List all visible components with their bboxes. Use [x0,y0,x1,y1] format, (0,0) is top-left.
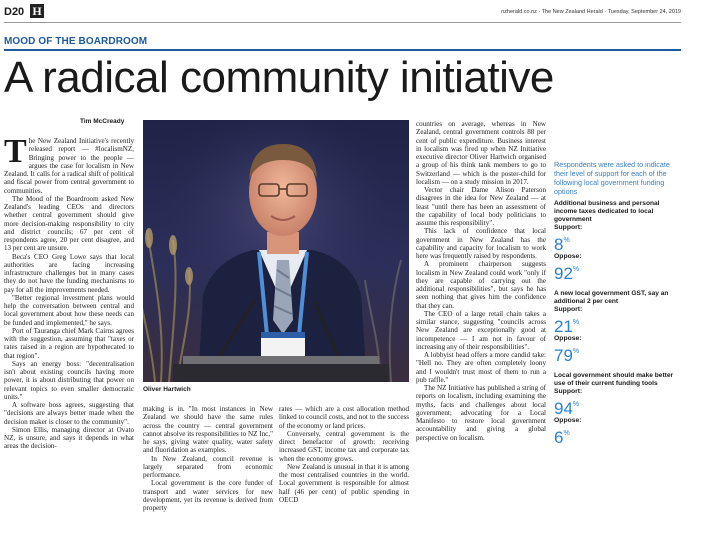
paragraph: A lobbyist head offers a more candid take: "Hell no. They are often completely loony and I wouldn't trust most of them to run a pub raffle." [416,351,546,384]
byline: Tim McCready [80,118,125,125]
oppose-label: Oppose: [554,335,582,342]
dateline: nzherald.co.nz · The New Zealand Herald · Tuesday, September 24, 2019 [501,9,681,15]
support-label: Support: [554,306,583,313]
paragraph: Simon Ellis, managing director at Ovato NZ, is unsure, and says it depends in what areas the decision- [4,425,134,451]
header-divider [4,22,681,23]
support-value: 8% [554,235,570,254]
headline: A radical community initiative [4,53,554,102]
drop-cap: T [4,133,27,170]
oppose-value: 79% [554,346,580,365]
support-label: Support: [554,224,583,231]
paragraph: rates — which are a cost allocation method linked to council costs, and not to the success of the economy or land prices. [279,405,409,430]
question-title: Local government should make better use of their current funding tools [554,372,674,387]
article-column-1 [4,133,134,451]
paragraph: The NZ Initiative has published a string of reports on localism, including examining the myths, facts and challenges about local government; advocating for a Local Manifesto to restore local government accountability and giving a global perspective on localism. [416,384,546,442]
article-column-4 [416,120,546,442]
article-column-2 [143,405,273,512]
support-label: Support: [554,388,583,395]
herald-logo: H [30,4,44,18]
paragraph: The CEO of a large retail chain takes a similar stance, suggesting "councils across New Zealand are exceptionally good at incompetence — I am not in favour of increasing any of their responsibilities". [416,309,546,351]
paragraph: A software boss agrees, suggesting that "decisions are always better made when the decision maker is closer to the community". [4,401,134,426]
sidebar-intro: Respondents were asked to indicate their level of support for each of the following local government funding options [554,160,670,196]
paragraph: Port of Tauranga chief Mark Cairns agrees with the suggestion, assuming that "taxes or rates raised in a region are hypothecated to that region". [4,326,134,360]
question-title: A new local government GST, say an additional 2 per cent [554,290,669,305]
paragraph: Conversely, central government is the direct benefactor of growth: receiving increased GST, income tax and corporate tax when the economy grows. [279,429,409,463]
survey-sidebar [554,160,681,446]
page-number: D20 [4,6,25,18]
article-column-3 [279,405,409,504]
oppose-label: Oppose: [554,253,582,260]
paragraph: Local government is the core funder of transport and water services for new development, yet its revenue is derived from property [143,479,273,512]
paragraph: This lack of confidence that local government in New Zealand has the capability and capacity for localism to work here was frequently raised by respondents. [416,227,546,260]
photo-caption: Oliver Hartwich [143,386,191,393]
oppose-label: Oppose: [554,417,582,424]
paragraph: "Better regional investment plans would help the conversation between central and local government about how these needs can be funded and implemented," he says. [4,293,134,327]
support-value: 21% [554,317,580,336]
paragraph: New Zealand is unusual in that it is among the most centralised countries in the world. Local government is responsible for almost half (46 per cent) of public spending in OECD [279,462,409,504]
paragraph: The Mood of the Boardroom asked New Zealand's leading CEOs and directors whether central government should give more decision-making responsibility to city and district councils; 67 per cent of respondents agree, 20 per cent disagree, and 13 per cent are unsure. [4,194,134,253]
oppose-value: 6% [554,428,570,447]
paragraph: making is in. "In most instances in New Zealand we should have the same rules across the country — central government cannot absolve its responsibilities to NZ Inc," he says, giving water quality, water safety and fluoridation as examples. [143,405,273,455]
paragraph: A prominent chairperson suggests localism in New Zealand could work "only if they are capable of carrying out the additional responsibilities", but says he has seen nothing that gives him the confidence that they can. [416,260,546,310]
paragraph: Vector chair Dame Alison Paterson disagrees in the idea for New Zealand — at least "until there has been an assessment of the capability of local body politicians to assume this responsibility". [416,186,546,227]
paragraph: countries on average, whereas in New Zealand, central government controls 88 per cent of public expenditure. Business interest in localism was fired up when NZ Initiative executive director Oliver Hartwich organised a group of his think tank members to go to Switzerland — which is the poster-child for localism — on a study mission in 2017. [416,120,546,186]
paragraph: In New Zealand, council revenue is largely separated from economic performance. [143,454,273,479]
section-label: MOOD OF THE BOARDROOM [4,36,148,47]
oppose-value: 92% [554,264,580,283]
paragraph: Says an energy boss: "decentralisation isn't about existing councils having more power, it is about distributing that power on relevant topics to even smaller democratic units." [4,359,134,401]
section-divider [4,49,681,51]
question-title: Additional business and personal income taxes dedicated to local government [554,200,660,223]
portrait-photo [143,120,409,382]
support-value: 94% [554,399,580,418]
paragraph: The New Zealand Initiative's recently released report — #localismNZ, Bringing power to the people — argues the case for localism in New Zealand. It calls for a radical shift of political and fiscal power from central government to communities. [4,133,134,195]
paragraph: Beca's CEO Greg Lowe says that local authorities are facing increasing infrastructure challenges but in many cases they do not have the funding mechanisms to pay for all the improvements needed. [4,252,134,294]
